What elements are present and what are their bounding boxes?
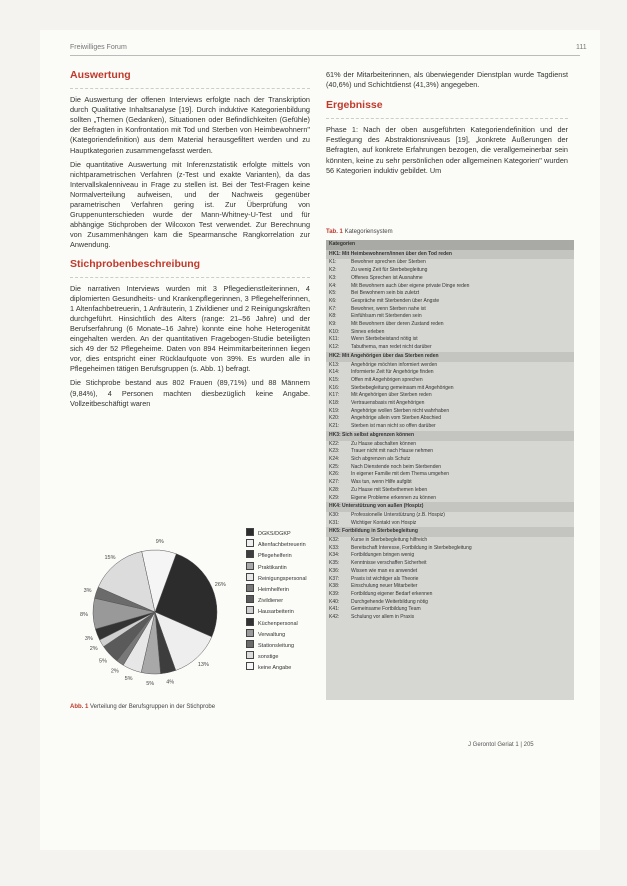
category-code: K38:	[329, 583, 340, 590]
legend-swatch	[246, 651, 254, 659]
legend-item	[246, 539, 307, 550]
category-text: Angehörige möchten informiert werden	[351, 361, 438, 368]
table-row	[326, 377, 574, 385]
figure-caption-label: Abb. 1	[70, 704, 89, 710]
table-row	[326, 479, 574, 487]
category-text: Zu wenig Zeit für Sterbebegleitung	[351, 267, 428, 274]
category-code: K37:	[329, 575, 340, 582]
category-code: K36:	[329, 567, 340, 574]
table-row	[326, 520, 574, 528]
category-text: Nach Dienstende noch beim Sterbenden	[351, 463, 442, 470]
table-caption-label: Tab. 1	[326, 229, 343, 235]
section-ergebnisse	[326, 100, 568, 119]
category-text: Praxis ist wichtiger als Theorie	[351, 575, 419, 582]
legend-label: Verwaltung	[258, 631, 286, 638]
paragraph: Die Auswertung der offenen Interviews erfolgte nach der Transkription durch Qualitative Inhaltsanalyse [19]. Durch induktive Kategorienbildung sollten „Themen (Gedanken), Situationen oder Befindlichkeiten (Gefühle) der Befragten in Konfrontation mit Tod und Sterben von Heimbewohnern" (Kategoriendefinition) aus dem Material herausgefiltert werden und zu Hauptkategorien zusammengefasst werden.	[70, 95, 310, 155]
category-text: Bei Bewohnern sein bis zuletzt	[351, 290, 420, 297]
legend-label: Stationsleitung	[258, 643, 295, 650]
legend-item	[246, 562, 307, 573]
category-table	[326, 240, 574, 700]
category-code: K27:	[329, 479, 340, 486]
legend-item	[246, 550, 307, 561]
slice-label: 8%	[80, 611, 89, 618]
category-code: K6:	[329, 297, 337, 304]
category-code: K42:	[329, 614, 340, 621]
category-code: K22:	[329, 440, 340, 447]
category-text: Bewohner sprechen über Sterben	[351, 259, 426, 266]
slice-label: 9%	[155, 539, 164, 546]
category-code: K10:	[329, 328, 340, 335]
section-auswertung	[70, 70, 310, 89]
paragraph: Die narrativen Interviews wurden mit 3 Pflegedienstleiterinnen, 4 diplomierten Gesundheits- und Krankenpflegerinnen, 3 Pflegehelferinnen, 1 Altenfachbetreuerin, 1 Anfräuterin, 1 Zivildiener und 2 Reinigungskräften durchgeführt. Hinsichtlich des Alters (range: 21–56 Jahre) und der Berufserfahrung (6 Monate–16 Jahre) konnte eine hohe Heterogenität eingehalten werden. An der quantitativen Fragebogen-Studie beteiligten sich 49 der 52 Pflegeheime. Daten von 894 Heimmitarbeiterinnen liegen vor, dies entspricht einer Rücklaufquote von 39%. Es wurden alle in Pflegeheimen tätigen Berufsgruppen (s. Abb. 1) befragt.	[70, 283, 310, 374]
paragraph: Die Stichprobe bestand aus 802 Frauen (89,71%) und 88 Männern (9,84%), 4 Personen machten diesbezüglich keine Angabe. Vollzeitbeschäftigt waren	[70, 378, 310, 408]
category-text: Angehörige wollen Sterben nicht wahrhaben	[351, 407, 450, 414]
right-column	[326, 70, 568, 180]
legend-swatch	[246, 573, 254, 581]
category-text: Mit Angehörigen über Sterben reden	[351, 392, 432, 399]
legend-item	[246, 606, 307, 617]
category-code: K15:	[329, 376, 340, 383]
category-text: Sinnes erleben	[351, 328, 385, 335]
table-row	[326, 599, 574, 607]
category-code: K9:	[329, 321, 337, 328]
slice-label: 3%	[83, 587, 92, 594]
figure-caption	[70, 704, 215, 710]
slice-label: 5%	[146, 680, 155, 687]
table-row	[326, 576, 574, 584]
category-code: K11:	[329, 336, 339, 343]
category-text: Einschulung neuer Mitarbeiter	[351, 583, 418, 590]
category-code: K17:	[329, 392, 340, 399]
running-head: Freiwilliges Forum	[70, 44, 127, 51]
table-row	[326, 471, 574, 479]
legend-swatch	[246, 539, 254, 547]
table-row	[326, 369, 574, 377]
slice-label: 15%	[104, 555, 116, 562]
category-text: Durchgehende Weiterbildung nötig	[351, 598, 428, 605]
table-row	[326, 614, 574, 622]
category-code: K28:	[329, 486, 340, 493]
category-code: K14:	[329, 369, 340, 376]
table-row	[326, 400, 574, 408]
category-code: K32:	[329, 537, 340, 544]
table-row	[326, 392, 574, 400]
legend-swatch	[246, 662, 254, 670]
section-stichprobe	[70, 259, 310, 278]
legend-item	[246, 528, 307, 539]
table-row	[326, 321, 574, 329]
left-column	[70, 70, 310, 413]
category-code: K3:	[329, 274, 337, 281]
table-row	[326, 464, 574, 472]
category-text: Zu Hause mit Sterbethemen leben	[351, 486, 428, 493]
table-row	[326, 336, 574, 344]
table-row	[326, 448, 574, 456]
table-row	[326, 267, 574, 275]
page-number: 111	[576, 44, 587, 51]
table-row	[326, 415, 574, 423]
category-text: Tabuthema, man redet nicht darüber	[351, 344, 432, 351]
slice-label: 2%	[89, 645, 98, 652]
legend-label: Altenfachbetreuerin	[258, 542, 306, 549]
table-caption-text: Kategoriensystem	[344, 229, 393, 235]
legend-swatch	[246, 618, 254, 626]
category-text: Gespräche mit Sterbenden über Ängste	[351, 297, 440, 304]
section-title: Ergebnisse	[326, 99, 383, 112]
category-text: Einfühlsam mit Sterbenden sein	[351, 313, 422, 320]
table-row	[326, 283, 574, 291]
table-caption	[326, 229, 393, 235]
category-code: K33:	[329, 544, 340, 551]
category-code: K12:	[329, 344, 340, 351]
paragraph: Die quantitative Auswertung mit Inferenzstatistik erfolgte mittels von nichtparametrischen Verfahren (z-Test und exakte Varianten), da das Intervallskalenniveau in Frage zu stellen ist. Bei der Test-Fragen keine Normalverteilung aufweisen, und der Nachweis gegenüber parametrischen Verfahren gering ist. Zur Überprüfung von Gruppenunterschieden wurde der Mann-Whitney-U-Test und für abhängige Stichproben der Wilcoxon Test verwendet. Zur Berechnung von Zusammenhängen kam die Spearmansche Rangkorrelation zur Anwendung.	[70, 159, 310, 250]
category-text: Bereitschaft Interesse, Fortbildung in Sterbebegleitung	[351, 544, 472, 551]
category-code: K20:	[329, 415, 340, 422]
legend-swatch	[246, 606, 254, 614]
category-text: Wenn Sterbebeistand nötig ist	[351, 336, 418, 343]
category-code: K1:	[329, 259, 337, 266]
slice-label: 5%	[99, 658, 108, 665]
table-row	[326, 606, 574, 614]
paragraph: 61% der Mitarbeiterinnen, als überwiegender Dienstplan wurde Tagdienst (40,6%) und Schichtdienst (41,3%) angegeben.	[326, 70, 568, 90]
category-text: Kurse in Sterbebegleitung hilfreich	[351, 537, 428, 544]
legend-swatch	[246, 528, 254, 536]
category-text: Sterben ist man nicht so offen darüber	[351, 423, 436, 430]
pie-svg	[70, 524, 240, 694]
table-group-title: HK2: Mit Angehörigen über das Sterben reden	[326, 352, 574, 362]
category-text: Sich abgrenzen als Schutz	[351, 455, 411, 462]
legend-label: Reinigungspersonal	[258, 575, 307, 582]
table-group-title: HK5: Fortbildung in Sterbebegleitung	[326, 527, 574, 537]
legend-label: Hausarbeiterin	[258, 609, 294, 616]
slice-label: 2%	[110, 668, 119, 675]
category-code: K16:	[329, 384, 340, 391]
table-group-title: HK1: Mit Heimbewohnern/innen über den Tod reden	[326, 250, 574, 260]
figure-caption-text: Verteilung der Berufsgruppen in der Stichprobe	[90, 704, 216, 710]
category-text: Mit Bewohnern auch über eigene private Dinge reden	[351, 282, 470, 289]
legend-swatch	[246, 584, 254, 592]
table-row	[326, 495, 574, 503]
legend-swatch	[246, 629, 254, 637]
category-code: K21:	[329, 423, 340, 430]
legend-item	[246, 584, 307, 595]
category-text: Eigene Probleme erkennen zu können	[351, 494, 437, 501]
category-code: K41:	[329, 606, 340, 613]
category-text: Sterbebegleitung gemeinsam mit Angehörigen	[351, 384, 454, 391]
pie-chart	[70, 520, 315, 698]
table-row	[326, 259, 574, 267]
category-text: Was tun, wenn Hilfe aufgibt	[351, 479, 412, 486]
table-row	[326, 408, 574, 416]
category-text: Informierte Zeit für Angehörige finden	[351, 369, 434, 376]
legend-item	[246, 662, 307, 673]
table-row	[326, 512, 574, 520]
category-code: K7:	[329, 305, 337, 312]
category-text: Fortbildung eigener Bedarf erkennen	[351, 590, 433, 597]
category-text: Professionelle Unterstützung (z.B. Hospiz)	[351, 511, 445, 518]
table-row	[326, 568, 574, 576]
category-code: K29:	[329, 494, 340, 501]
category-text: In eigener Familie mit dem Thema umgehen	[351, 471, 450, 478]
category-text: Offenes Sprechen ist Ausnahme	[351, 274, 423, 281]
chart-legend	[246, 528, 307, 674]
category-text: Angehörige allein vom Sterben Abschied	[351, 415, 442, 422]
slice-label: 4%	[166, 679, 175, 686]
legend-swatch	[246, 640, 254, 648]
slice-label: 13%	[197, 661, 209, 668]
category-text: Gemeinsame Fortbildung Team	[351, 606, 421, 613]
legend-item	[246, 651, 307, 662]
category-code: K18:	[329, 400, 340, 407]
category-code: K35:	[329, 560, 340, 567]
table-row	[326, 583, 574, 591]
slice-label: 3%	[84, 635, 93, 642]
legend-swatch	[246, 550, 254, 558]
header-rule	[70, 55, 580, 56]
table-row	[326, 552, 574, 560]
category-text: Wichtiger Kontakt von Hospiz	[351, 519, 417, 526]
table-row	[326, 560, 574, 568]
slice-label: 26%	[214, 582, 226, 589]
table-row	[326, 290, 574, 298]
category-code: K2:	[329, 267, 337, 274]
category-code: K31:	[329, 519, 340, 526]
legend-label: sonstige	[258, 654, 279, 661]
table-row	[326, 298, 574, 306]
category-text: Offen mit Angehörigen sprechen	[351, 376, 423, 383]
category-code: K13:	[329, 361, 340, 368]
legend-label: Küchenpersonal	[258, 620, 298, 627]
category-code: K39:	[329, 590, 340, 597]
category-code: K23:	[329, 448, 340, 455]
category-code: K4:	[329, 282, 337, 289]
category-code: K5:	[329, 290, 337, 297]
legend-item	[246, 629, 307, 640]
table-row	[326, 362, 574, 370]
section-title: Auswertung	[70, 69, 131, 81]
table-row	[326, 275, 574, 283]
table-row	[326, 537, 574, 545]
legend-item	[246, 595, 307, 606]
legend-item	[246, 640, 307, 651]
table-row	[326, 313, 574, 321]
table-row	[326, 423, 574, 431]
journal-name: J Gerontol Geriat 1	[468, 742, 519, 748]
category-code: K25:	[329, 463, 340, 470]
table-row	[326, 456, 574, 464]
category-code: K26:	[329, 471, 340, 478]
table-row	[326, 385, 574, 393]
legend-label: Heimhelferin	[258, 587, 289, 594]
category-code: K8:	[329, 313, 337, 320]
table-row	[326, 306, 574, 314]
slice-label: 5%	[124, 675, 133, 682]
legend-swatch	[246, 595, 254, 603]
paragraph: Phase 1: Nach der oben ausgeführten Kategoriendefinition und der Festlegung des Abstraktionsniveaus [19], „konkrete Äußerungen der Befragten, auf konkrete Erfahrungen bezogen, die verallgemeinerbar sein könnten, keine zu sehr persönlichen oder allgemeinen Kategorien" wurden 56 Kategorien induktiv gebildet. Um	[326, 125, 568, 175]
category-code: K24:	[329, 455, 340, 462]
category-text: Bewohner, wenn Sterben nahe ist	[351, 305, 426, 312]
category-code: K30:	[329, 511, 340, 518]
legend-label: keine Angabe	[258, 665, 292, 672]
table-row	[326, 344, 574, 352]
category-code: K40:	[329, 598, 340, 605]
legend-label: Praktikantin	[258, 564, 287, 571]
section-title: Stichprobenbeschreibung	[70, 257, 201, 270]
category-text: Fortbildungen bringen wenig	[351, 552, 415, 559]
legend-label: Pflegehelferin	[258, 553, 292, 560]
category-text: Wissen wie man es anwendet	[351, 567, 418, 574]
category-text: Kenntnisse verschaffen Sicherheit	[351, 560, 427, 567]
category-code: K34:	[329, 552, 340, 559]
table-group-title: HK4: Unterstützung von außen (Hospiz)	[326, 502, 574, 512]
table-row	[326, 487, 574, 495]
legend-label: Zivildiener	[258, 598, 284, 605]
category-text: Trauer nicht mit nach Hause nehmen	[351, 448, 434, 455]
legend-swatch	[246, 562, 254, 570]
footer-page: 205	[523, 742, 534, 748]
category-text: Mit Bewohnern über deren Zustand reden	[351, 321, 444, 328]
category-text: Vertrauensbasis mit Angehörigen	[351, 400, 425, 407]
legend-item	[246, 573, 307, 584]
table-row	[326, 591, 574, 599]
category-text: Schulung vor allem in Praxis	[351, 614, 415, 621]
footer: J Gerontol Geriat 1 | 205	[468, 742, 534, 748]
table-row	[326, 329, 574, 337]
table-group-title: HK3: Sich selbst abgrenzen können	[326, 431, 574, 441]
legend-item	[246, 618, 307, 629]
category-code: K19:	[329, 407, 340, 414]
table-header: Kategorien	[326, 240, 574, 250]
legend-label: DGKS/DGKP	[258, 531, 291, 537]
table-row	[326, 441, 574, 449]
category-text: Zu Hause abschalten können	[351, 440, 417, 447]
table-row	[326, 545, 574, 553]
